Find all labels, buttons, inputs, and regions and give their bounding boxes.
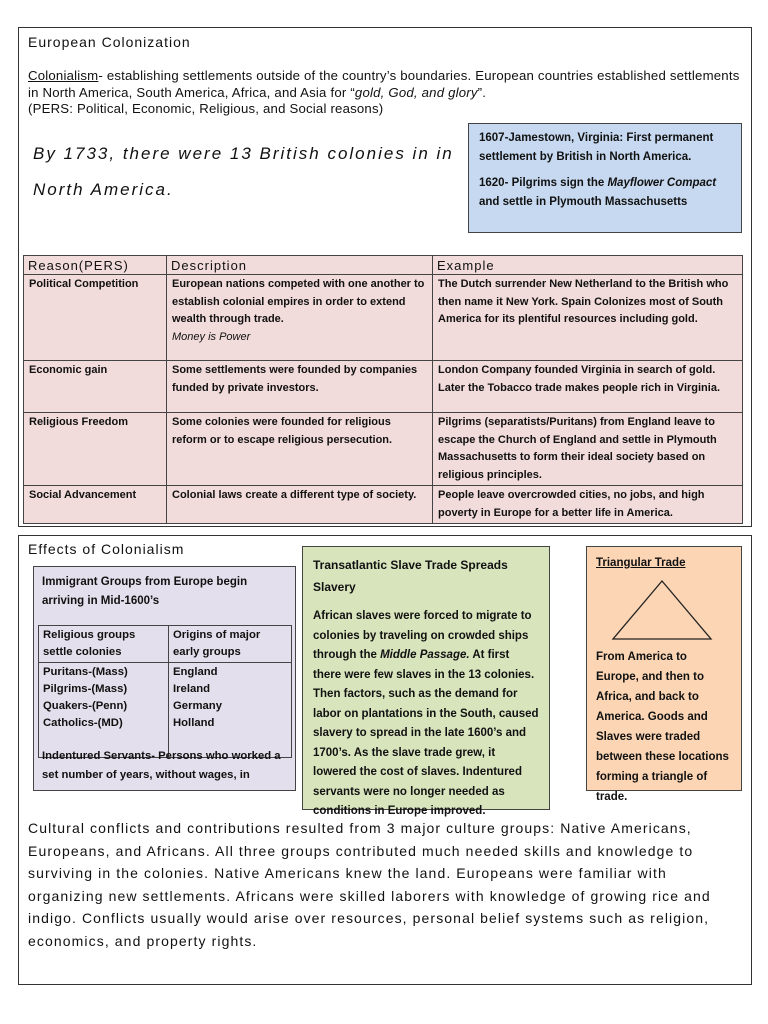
- jamestown-fact: 1607-Jamestown, Virginia: First permanent settlement by British in North America.: [479, 132, 714, 163]
- triangular-trade-title: Triangular Trade: [596, 557, 686, 569]
- reason-cell: Social Advancement: [24, 486, 167, 524]
- effects-section: [18, 535, 752, 985]
- list-item: Ireland: [173, 683, 211, 695]
- list-item: Germany: [173, 700, 222, 712]
- example-cell: People leave overcrowded cities, no jobs, and high poverty in Europe for a better life in America.: [433, 486, 743, 524]
- groups-header-row: [39, 626, 292, 663]
- middle-passage: Middle Passage.: [380, 649, 470, 661]
- reasons-header-row: [24, 256, 743, 275]
- description-cell: Colonial laws create a different type of society.: [167, 486, 433, 524]
- reason-cell: Religious Freedom: [24, 413, 167, 486]
- colonies-statement: By 1733, there were 13 British colonies in in North America.: [33, 144, 454, 199]
- triangular-trade-text: From America to Europe, and then to Africa, and back to America. Goods and Slaves were traded between these locations forming a triangle of trade.: [596, 651, 729, 803]
- example-cell: Pilgrims (separatists/Puritans) from England leave to escape the Church of England and settle in Plymouth Massachusetts to form their ideal society based on religious principles.: [433, 413, 743, 486]
- mayflower-compact: Mayflower Compact: [607, 177, 717, 189]
- table-row: [24, 413, 743, 486]
- slave-trade-box: [302, 546, 550, 817]
- list-item: Puritans-(Mass): [43, 666, 128, 678]
- religious-groups-list: [39, 663, 169, 758]
- cultural-paragraph: Cultural conflicts and contributions resulted from 3 major culture groups: Native Americans, Europeans, and Africans. All three groups contributed much needed skills and knowledge to surviving in the colonies. Native Americans knew the land. Europeans were familiar with organizing new settlements. Africans were skilled laborers with knowledge of growing rice and indigo. Conflicts usually would arise over resources, personal belief systems such as religion, economics, and property rights.: [28, 820, 711, 949]
- reasons-table: [23, 255, 743, 524]
- reason-cell: Political Competition: [24, 275, 167, 361]
- gold-god-glory-quote: gold, God, and glory: [354, 84, 478, 100]
- table-row: [24, 361, 743, 413]
- list-item: Pilgrims-(Mass): [43, 683, 128, 695]
- list-item: Quakers-(Penn): [43, 700, 128, 712]
- pilgrims-fact: 1620- Pilgrims sign the Mayflower Compact and settle in Plymouth Massachusetts: [479, 177, 717, 208]
- colonialism-definition: [28, 68, 743, 118]
- effects-title: Effects of Colonialism: [28, 541, 185, 557]
- header-reason: Reason(PERS): [24, 256, 167, 275]
- pers-explanation: (PERS: Political, Economic, Religious, and Social reasons): [28, 101, 384, 116]
- immigrant-groups-box: [33, 566, 296, 791]
- example-cell: London Company founded Virginia in search of gold. Later the Tobacco trade makes people rich in Virginia.: [433, 361, 743, 413]
- money-is-power: Money is Power: [172, 330, 251, 343]
- timeline-box: [468, 123, 742, 233]
- immigrant-heading: Immigrant Groups from Europe begin arriving in Mid-1600’s: [42, 576, 248, 607]
- list-item: Holland: [173, 717, 215, 729]
- definition-text: - establishing settlements outside of the country’s boundaries. European countries established settlements in North America, South America, Africa, and Asia for “: [28, 68, 740, 100]
- list-item: Catholics-(MD): [43, 717, 123, 729]
- groups-list-row: [39, 663, 292, 758]
- section-title: European Colonization: [28, 34, 191, 50]
- origins-header: Origins of major early groups: [169, 626, 292, 663]
- description-cell: Some colonies were founded for religious reform or to escape religious persecution.: [167, 413, 433, 486]
- origins-list: [169, 663, 292, 758]
- slave-trade-text: African slaves were forced to migrate to colonies by traveling on crowded ships through the Middle Passage. At first there were few slaves in the 13 colonies. Then factors, such as the demand for labor on plantations in the South, caused slavery to spread in the late 1600’s and 1700’s. As the slave trade grew, it lowered the cost of slaves. Indentured servants were no longer needed as conditions in Europe improved.: [313, 610, 539, 817]
- reason-cell: Economic gain: [24, 361, 167, 413]
- header-example: Example: [433, 256, 743, 275]
- description-cell: Some settlements were founded by companies funded by private investors.: [167, 361, 433, 413]
- european-colonization-section: [18, 27, 752, 527]
- example-cell: The Dutch surrender New Netherland to the British who then name it New York. Spain Colonizes most of South America for its plentiful resources including gold.: [433, 275, 743, 361]
- table-row: [24, 275, 743, 361]
- slave-trade-title: Transatlantic Slave Trade Spreads Slavery: [313, 558, 508, 594]
- definition-end: ”.: [477, 84, 487, 100]
- indentured-servants-text: Indentured Servants- Persons who worked a set number of years, without wages, in: [42, 750, 281, 781]
- colonialism-term: Colonialism: [28, 68, 99, 83]
- triangular-trade-box: [586, 546, 742, 803]
- triangle-icon: [610, 579, 714, 641]
- list-item: England: [173, 666, 218, 678]
- header-description: Description: [167, 256, 433, 275]
- religious-groups-header: Religious groups settle colonies: [39, 626, 169, 663]
- table-row: [24, 486, 743, 524]
- groups-table: [38, 625, 292, 758]
- description-cell: European nations competed with one another to establish colonial empires in order to extend wealth through trade. Money is Power: [167, 275, 433, 361]
